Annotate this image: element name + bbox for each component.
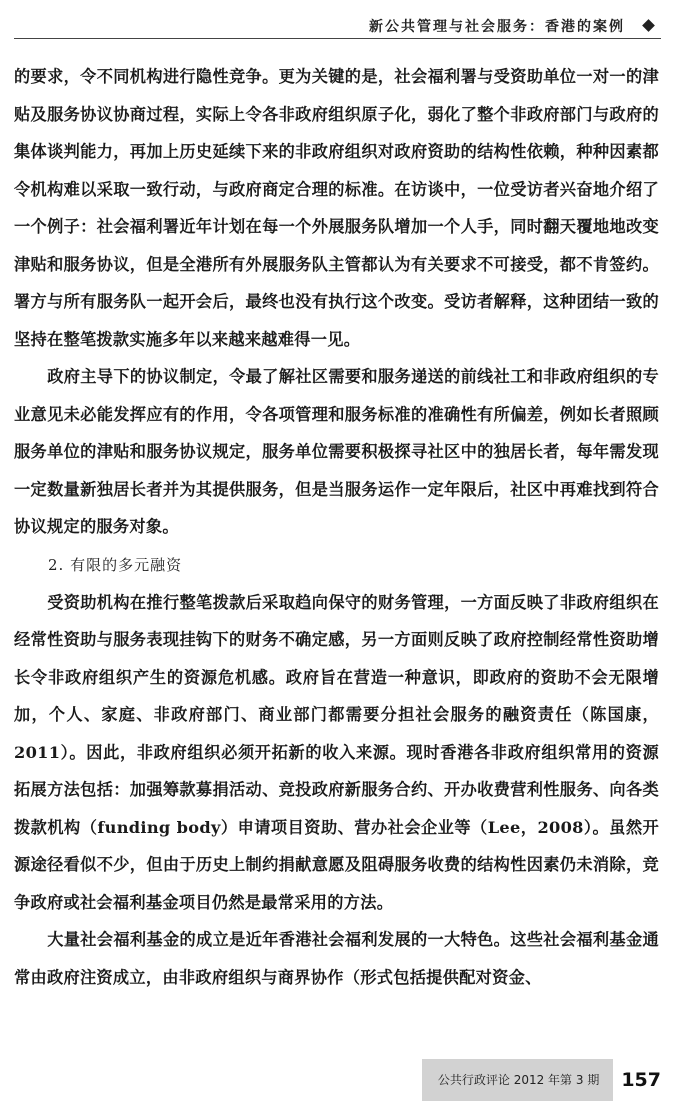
page-footer: [422, 1059, 661, 1101]
article-body: [14, 58, 659, 996]
journal-issue-label: 公共行政评论 2012 年第 3 期: [422, 1059, 613, 1101]
paragraph: 大量社会福利基金的成立是近年香港社会福利发展的一大特色。这些社会福利基金通常由政府注资成立，由非政府组织与商界协作（形式包括提供配对资金、: [14, 930, 659, 987]
paragraph: 受资助机构在推行整笔拨款后采取趋向保守的财务管理，一方面反映了非政府组织在经常性资助与服务表现挂钩下的财务不确定感，另一方面则反映了政府控制经常性资助增长令非政府组织产生的资源危机感。政府旨在营造一种意识，即政府的资助不会无限增加，个人、家庭、非政府部门、商业部门都需要分担社会服务的融资责任（陈国康，2011）。因此，非政府组织必须开拓新的收入来源。现时香港各非政府组织常用的资源拓展方法包括：加强筹款募捐活动、竞投政府新服务合约、开办收费营利性服务、向各类拨款机构（funding body）申请项目资助、营办社会企业等（Lee，2008）。虽然开源途径看似不少，但由于历史上制约捐献意愿及阻碍服务收费的结构性因素仍未消除，竞争政府或社会福利基金项目仍然是最常采用的方法。: [14, 592, 659, 912]
paragraph-continued: 的要求，令不同机构进行隐性竞争。更为关键的是，社会福利署与受资助单位一对一的津贴及服务协议协商过程，实际上令各非政府组织原子化，弱化了整个非政府部门与政府的集体谈判能力，再加上历史延续下来的非政府组织对政府资助的结构性依赖，种种因素都令机构难以采取一致行动，与政府商定合理的标准。在访谈中，一位受访者兴奋地介绍了一个例子：社会福利署近年计划在每一个外展服务队增加一个人手，同时翻天覆地地改变津贴和服务协议，但是全港所有外展服务队主管都认为有关要求不可接受，都不肯签约。署方与所有服务队一起开会后，最终也没有执行这个改变。受访者解释，这种团结一致的坚持在整笔拨款实施多年以来越来越难得一见。: [14, 67, 659, 349]
section-heading: 2. 有限的多元融资: [48, 555, 183, 574]
paragraph: 政府主导下的协议制定，令最了解社区需要和服务递送的前线社工和非政府组织的专业意见未必能发挥应有的作用，令各项管理和服务标准的准确性有所偏差，例如长者照顾服务单位的津贴和服务协议规定，服务单位需要积极探寻社区中的独居长者，每年需发现一定数量新独居长者并为其提供服务，但是当服务运作一定年限后，社区中再难找到符合协议规定的服务对象。: [14, 367, 659, 536]
page-number: 157: [621, 1069, 661, 1091]
diamond-icon: [642, 19, 655, 32]
running-header-title: 新公共管理与社会服务：香港的案例: [369, 19, 625, 35]
running-header: [14, 8, 661, 39]
